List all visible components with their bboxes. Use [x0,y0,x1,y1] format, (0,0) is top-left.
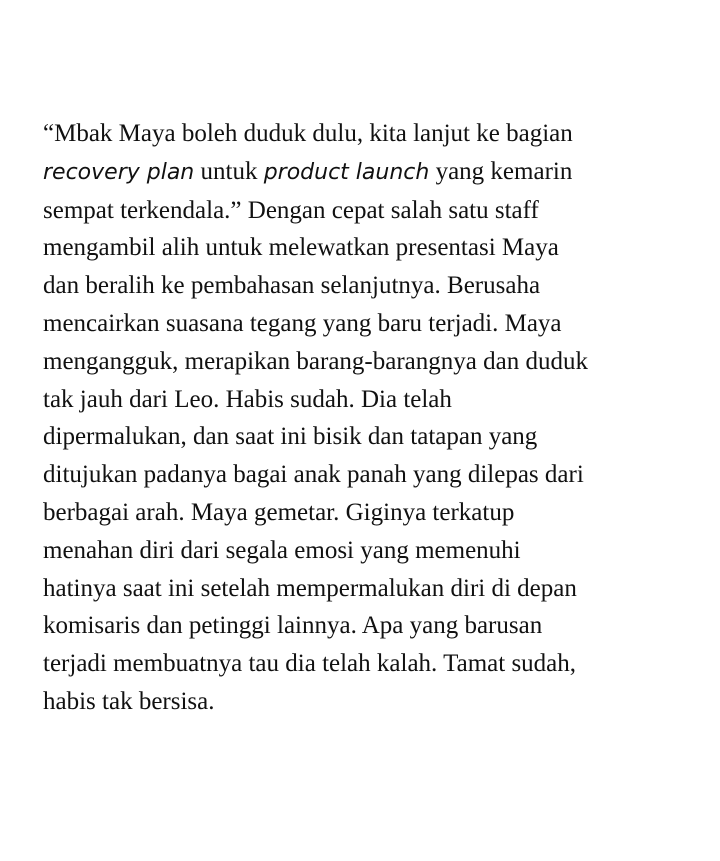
document-page [43,115,677,721]
text-segment: yang kemarin [429,157,573,185]
text-line: berbagai arah. Maya gemetar. Giginya terkatup [43,498,515,526]
text-line: “Mbak Maya boleh duduk dulu, kita lanjut ke bagian [43,120,573,147]
text-line: mencairkan suasana tegang yang baru terjadi. Maya [43,309,562,337]
body-paragraph [43,115,677,721]
text-line: menahan diri dari segala emosi yang memenuhi [43,536,521,564]
text-line: komisaris dan petinggi lainnya. Apa yang barusan [43,612,543,640]
italic-term-recovery-plan: recovery plan [43,159,195,185]
text-line: hatinya saat ini setelah mempermalukan diri di depan [43,574,577,602]
text-line: mengambil alih untuk melewatkan presentasi Maya [43,234,559,262]
text-line: habis tak bersisa. [43,687,215,715]
text-line: ditujukan padanya bagai anak panah yang dilepas dari [43,461,584,489]
text-line: dan beralih ke pembahasan selanjutnya. Berusaha [43,272,541,300]
text-line: dipermalukan, dan saat ini bisik dan tatapan yang [43,423,538,451]
text-line: sempat terkendala.” Dengan cepat salah satu staff [43,196,539,224]
text-line: tak jauh dari Leo. Habis sudah. Dia telah [43,385,452,413]
text-line: mengangguk, merapikan barang-barangnya dan duduk [43,347,588,375]
text-line [43,153,677,192]
text-segment: untuk [194,157,264,185]
italic-term-product-launch: product launch [263,159,430,185]
text-line: terjadi membuatnya tau dia telah kalah. Tamat sudah, [43,650,577,678]
